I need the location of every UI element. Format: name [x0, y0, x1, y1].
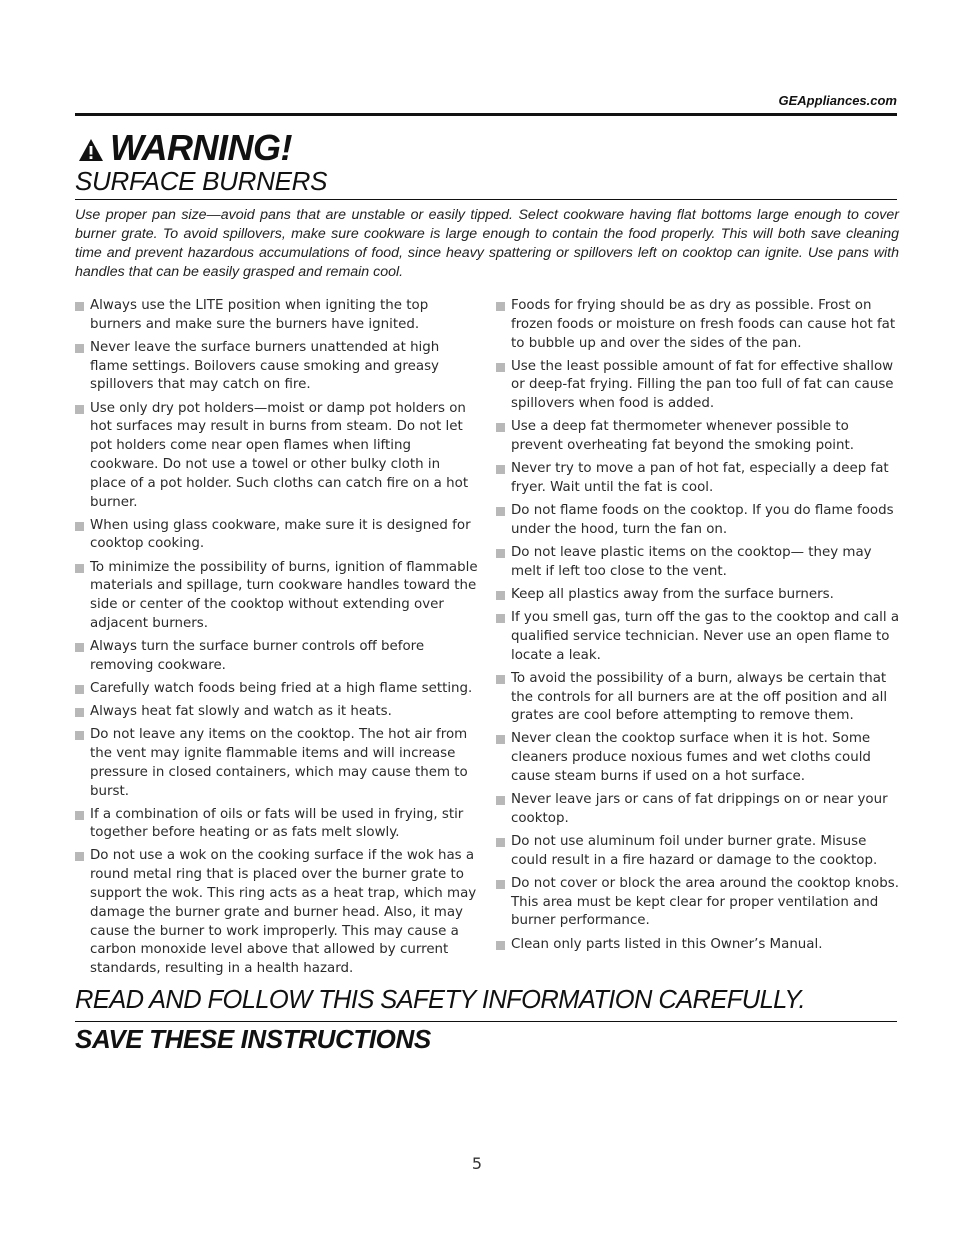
square-bullet-icon	[496, 465, 505, 474]
left-column	[75, 297, 479, 983]
page-number: 5	[471, 1154, 483, 1173]
safety-list-item	[75, 638, 479, 676]
square-bullet-icon	[75, 522, 84, 531]
subtitle-divider	[75, 199, 897, 200]
safety-list-item-text: Use a deep fat thermometer whenever possible to prevent overheating fat beyond the smoking point.	[511, 419, 854, 454]
safety-list-item	[496, 418, 900, 456]
square-bullet-icon	[496, 549, 505, 558]
square-bullet-icon	[496, 880, 505, 889]
safety-list-item-text: Use only dry pot holders—moist or damp pot holders on hot surfaces may result in burns from steam. Do not let pot holders come near open flames when lifting cookware. Do not use a towel or other bulky cloth in place of a pot holder. Such cloths can catch fire on a hot burner.	[90, 400, 469, 510]
safety-list-item	[75, 517, 479, 555]
safety-list-item-text: If you smell gas, turn off the gas to the cooktop and call a qualified service technician. Never use an open flame to locate a leak.	[511, 610, 900, 663]
square-bullet-icon	[75, 302, 84, 311]
warning-triangle-icon	[78, 138, 104, 162]
square-bullet-icon	[75, 643, 84, 652]
safety-list-item	[496, 502, 900, 540]
right-safety-list	[496, 297, 900, 954]
right-column	[496, 297, 900, 959]
safety-list-item-text: Clean only parts listed in this Owner’s Manual.	[511, 936, 823, 952]
safety-list-item	[75, 726, 479, 801]
safety-list-item-text: Do not leave plastic items on the cooktop— they may melt if left too close to the vent.	[511, 545, 872, 579]
safety-list-item	[75, 806, 479, 844]
safety-list-item	[496, 936, 900, 955]
square-bullet-icon	[75, 852, 84, 861]
footer-divider	[75, 1021, 897, 1022]
safety-list-item	[75, 680, 479, 699]
safety-list-item-text: Always use the LITE position when igniting the top burners and make sure the burners have ignited.	[90, 298, 429, 332]
square-bullet-icon	[75, 685, 84, 694]
safety-list-item-text: Never leave jars or cans of fat drippings on or near your cooktop.	[511, 792, 888, 826]
square-bullet-icon	[496, 363, 505, 372]
safety-list-item	[75, 703, 479, 722]
warning-title: WARNING!	[110, 127, 292, 168]
square-bullet-icon	[75, 708, 84, 717]
safety-list-item	[496, 609, 900, 665]
safety-list-item	[496, 586, 900, 605]
square-bullet-icon	[496, 941, 505, 950]
read-follow-heading: READ AND FOLLOW THIS SAFETY INFORMATION CAREFULLY.	[75, 986, 805, 1014]
safety-list-item-text: Use the least possible amount of fat for effective shallow or deep-fat frying. Filling the pan too full of fat can cause spillovers when food is added.	[511, 358, 894, 412]
safety-list-item	[496, 670, 900, 726]
safety-list-item	[75, 297, 479, 335]
square-bullet-icon	[75, 564, 84, 573]
square-bullet-icon	[496, 614, 505, 623]
square-bullet-icon	[75, 405, 84, 414]
safety-list-item-text: Do not leave any items on the cooktop. The hot air from the vent may ignite flammable items and will increase pressure in closed containers, which may cause them to burst.	[90, 727, 468, 799]
safety-list-item-text: To minimize the possibility of burns, ignition of flammable materials and spillage, turn cookware handles toward the side or center of the cooktop without extending over adjacent burners.	[90, 559, 478, 631]
square-bullet-icon	[496, 423, 505, 432]
intro-paragraph: Use proper pan size—avoid pans that are unstable or easily tipped. Select cookware having flat bottoms large enough to cover burner grate. To avoid spillovers, make sure cookware is large enough to contain the food properly. This will both save cleaning time and prevent hazardous accumulations of food, since heavy spattering or spillovers left on cooktop can ignite. Use pans with handles that can be easily grasped and remain cool.	[75, 207, 899, 280]
safety-list-item-text: Never try to move a pan of hot fat, especially a deep fat fryer. Wait until the fat is cool.	[511, 461, 889, 496]
safety-list-item-text: Always heat fat slowly and watch as it heats.	[90, 704, 392, 720]
top-divider	[75, 113, 897, 116]
square-bullet-icon	[496, 735, 505, 744]
safety-list-item-text: Never leave the surface burners unattended at high flame settings. Boilovers cause smoking and greasy spillovers that may catch on fire.	[90, 339, 440, 393]
safety-list-item	[496, 730, 900, 786]
save-instructions-heading: SAVE THESE INSTRUCTIONS	[75, 1024, 431, 1054]
safety-list-item-text: Do not cover or block the area around the cooktop knobs. This area must be kept clear for proper ventilation and burner performance.	[511, 875, 899, 929]
safety-list-item-text: To avoid the possibility of a burn, always be certain that the controls for all burners are at the off position and all grates are cool before attempting to remove them.	[511, 670, 888, 724]
safety-list-item-text: Foods for frying should be as dry as possible. Frost on frozen foods or moisture on fresh foods can cause hot fat to bubble up and over the sides of the pan.	[511, 298, 896, 351]
safety-list-item	[496, 297, 900, 353]
safety-list-item-text: Do not use a wok on the cooking surface if the wok has a round metal ring that is placed over the burner grate to support the wok. This ring acts as a heat trap, which may damage the burner grate and burner head. Also, it may cause the burner to work improperly. This may cause a carbon monoxide level above that allowed by current standards, resulting in a health hazard.	[90, 848, 477, 977]
safety-list-item	[75, 847, 479, 979]
safety-list-item-text: Do not flame foods on the cooktop. If you do flame foods under the hood, turn the fan on.	[511, 503, 894, 537]
safety-list-item-text: If a combination of oils or fats will be used in frying, stir together before heating or as fats melt slowly.	[90, 806, 464, 841]
safety-list-item	[75, 559, 479, 634]
safety-list-item	[496, 544, 900, 582]
safety-list-item	[496, 875, 900, 931]
safety-list-item-text: Never clean the cooktop surface when it is hot. Some cleaners produce noxious fumes and wet cloths could cause steam burns if used on a hot surface.	[511, 731, 871, 784]
square-bullet-icon	[496, 838, 505, 847]
safety-list-item-text: Keep all plastics away from the surface burners.	[511, 586, 834, 602]
safety-list-item	[496, 791, 900, 829]
square-bullet-icon	[75, 731, 84, 740]
safety-list-item-text: Do not use aluminum foil under burner grate. Misuse could result in a fire hazard or damage to the cooktop.	[511, 833, 878, 868]
safety-list-item	[496, 833, 900, 871]
safety-list-item	[496, 460, 900, 498]
safety-list-item-text: Always turn the surface burner controls off before removing cookware.	[90, 639, 425, 673]
safety-list-item	[75, 400, 479, 513]
square-bullet-icon	[496, 591, 505, 600]
square-bullet-icon	[496, 796, 505, 805]
safety-list-item	[496, 358, 900, 414]
square-bullet-icon	[496, 675, 505, 684]
square-bullet-icon	[496, 302, 505, 311]
square-bullet-icon	[496, 507, 505, 516]
safety-list-item	[75, 339, 479, 395]
warning-heading	[78, 127, 292, 169]
square-bullet-icon	[75, 811, 84, 820]
section-subtitle: SURFACE BURNERS	[75, 166, 328, 196]
safety-list-item-text: Carefully watch foods being fried at a high flame setting.	[90, 680, 473, 696]
square-bullet-icon	[75, 344, 84, 353]
safety-list-item-text: When using glass cookware, make sure it is designed for cooktop cooking.	[90, 517, 471, 552]
left-safety-list	[75, 297, 479, 979]
site-url: GEAppliances.com	[778, 93, 897, 108]
